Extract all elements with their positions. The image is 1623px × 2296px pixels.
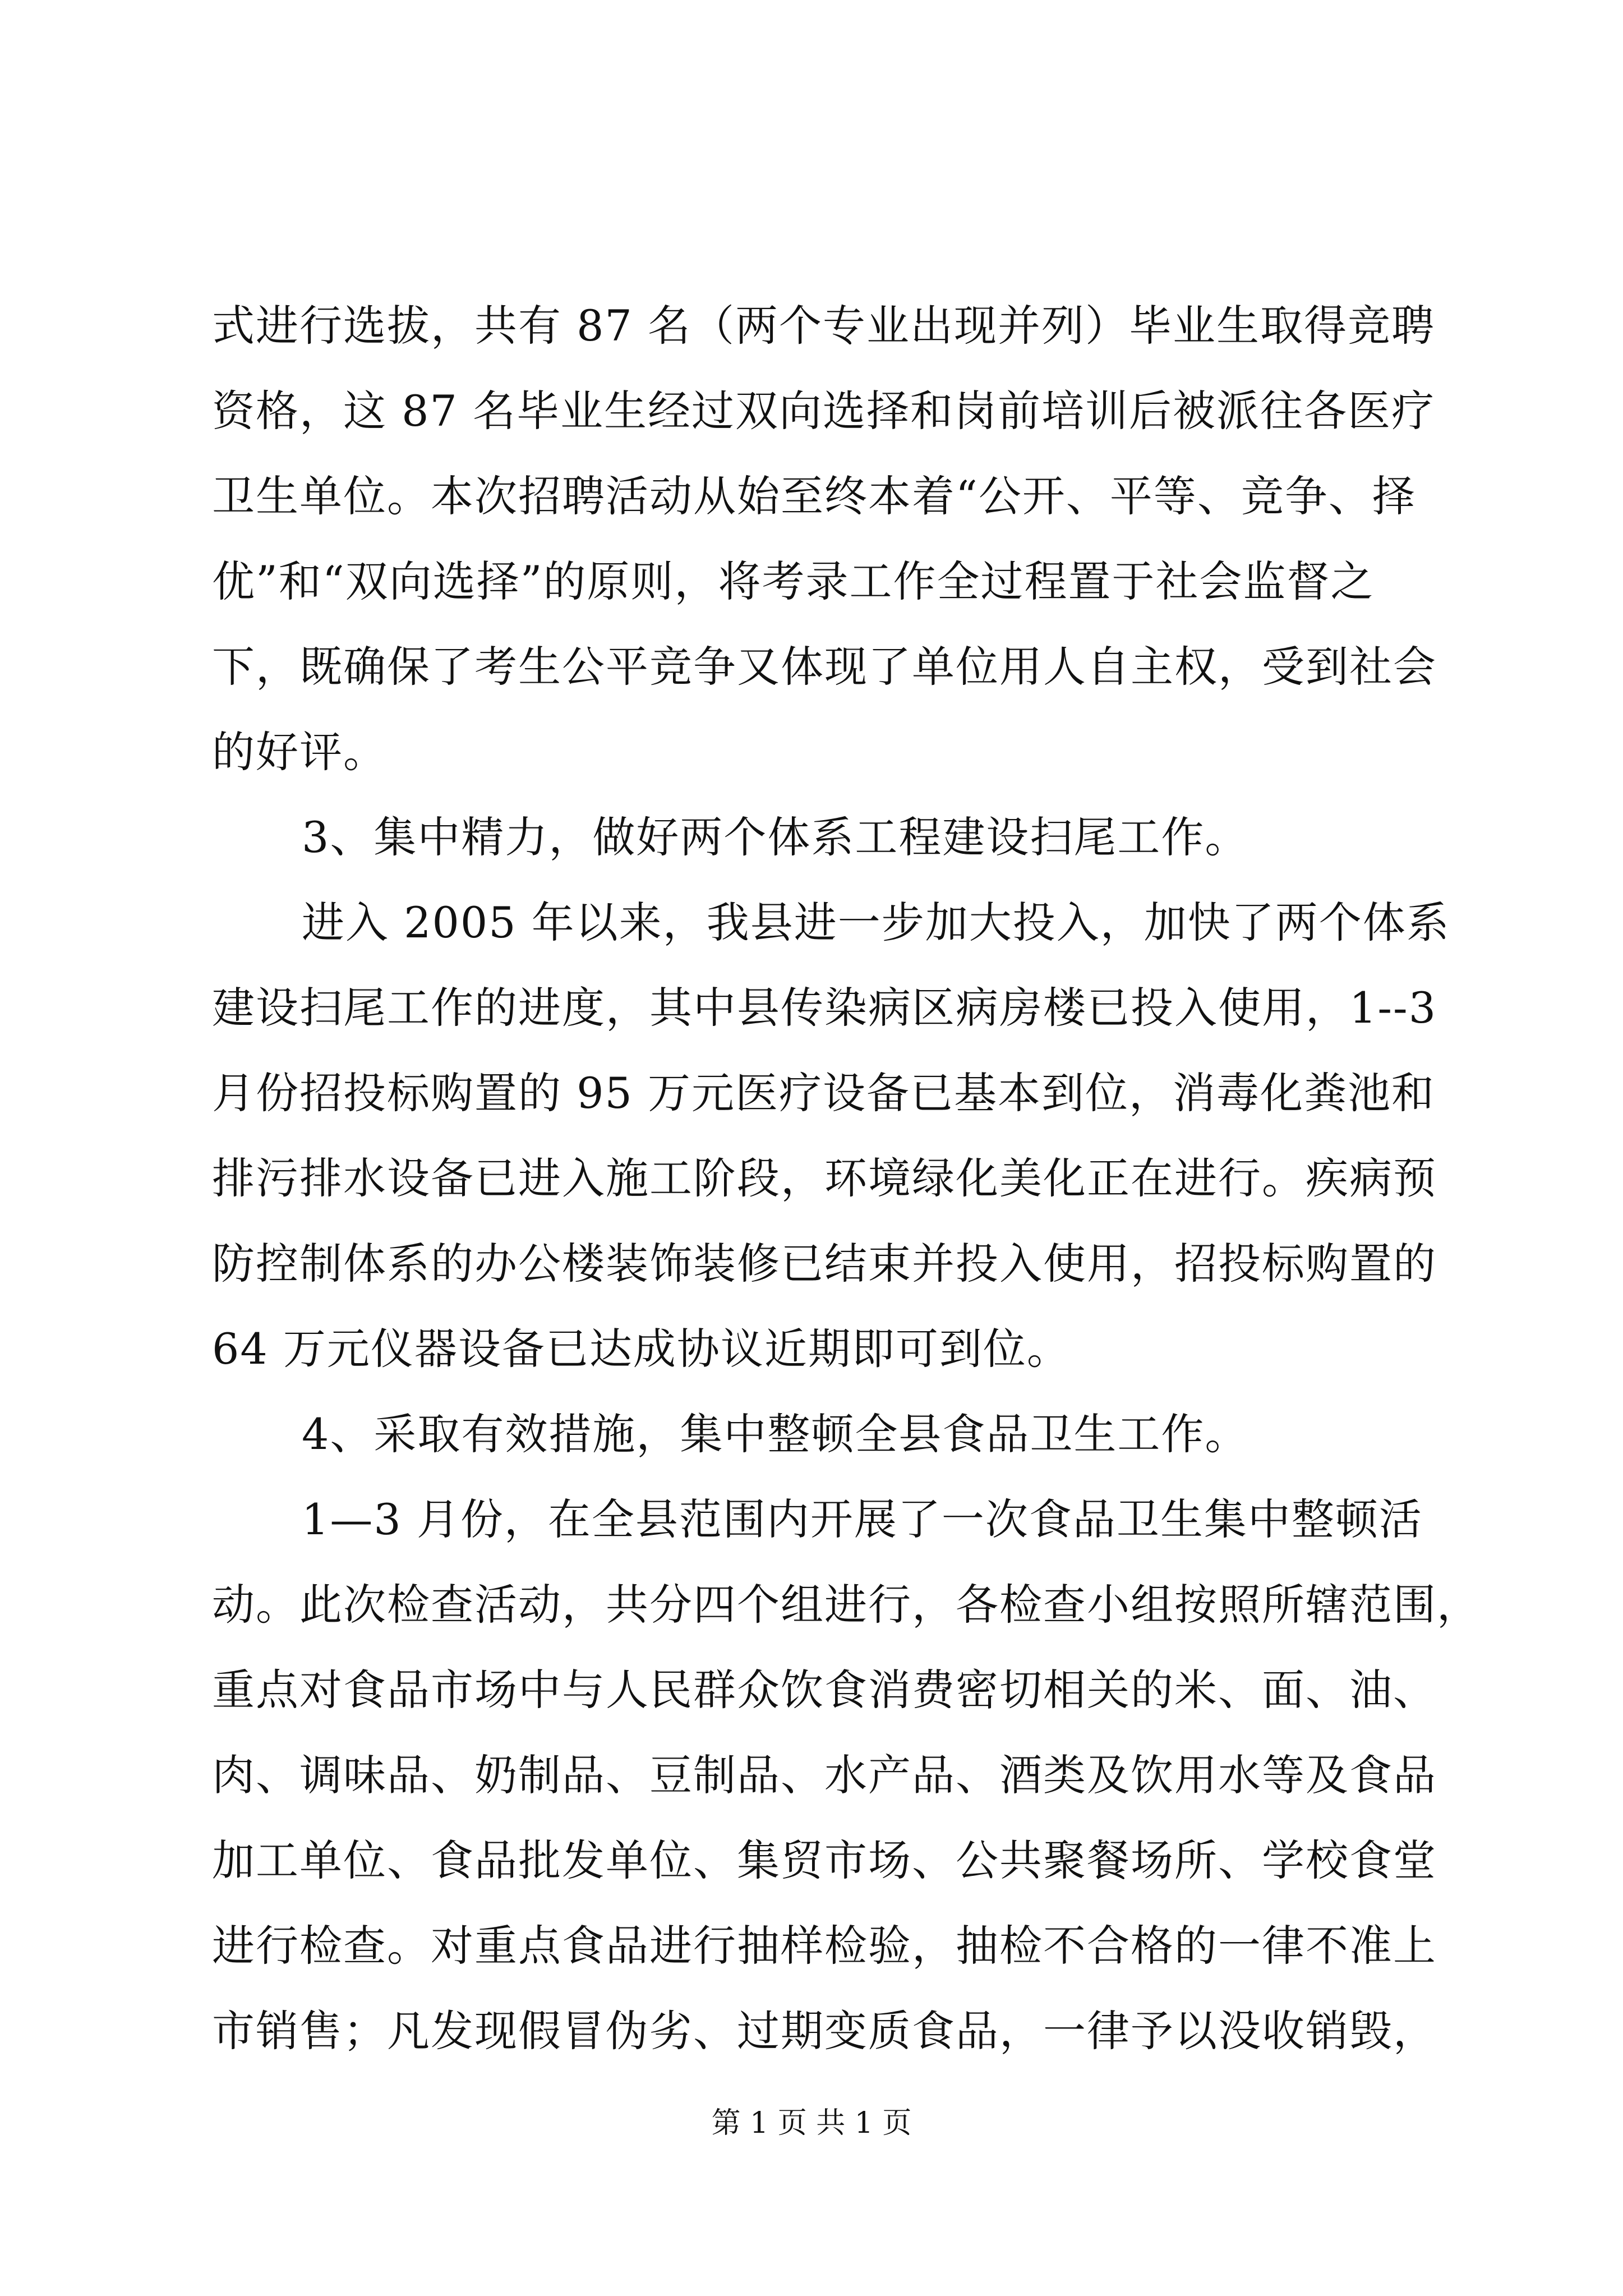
text-line: 优”和“双向选择”的原则，将考录工作全过程置于社会监督之 xyxy=(212,556,1375,606)
text-line: 月份招投标购置的 95 万元医疗设备已基本到位，消毒化粪池和 xyxy=(212,1068,1436,1118)
text-line: 下，既确保了考生公平竞争又体现了单位用人自主权，受到社会 xyxy=(212,642,1437,692)
text-line: 的好评。 xyxy=(212,727,387,777)
text-line: 进行检查。对重点食品进行抽样检验，抽检不合格的一律不准上 xyxy=(212,1921,1437,1971)
document-body xyxy=(212,283,1481,2074)
text-line: 64 万元仪器设备已达成协议近期即可到位。 xyxy=(212,1324,1071,1374)
text-line: 建设扫尾工作的进度，其中县传染病区病房楼已投入使用，1--3 xyxy=(212,983,1437,1033)
text-line: 排污排水设备已进入施工阶段，环境绿化美化正在进行。疾病预 xyxy=(212,1153,1437,1203)
text-line: 防控制体系的办公楼装饰装修已结束并投入使用，招投标购置的 xyxy=(212,1239,1437,1289)
section-heading: 4、采取有效措施，集中整顿全县食品卫生工作。 xyxy=(302,1409,1249,1459)
text-line: 市销售；凡发现假冒伪劣、过期变质食品，一律予以没收销毁， xyxy=(212,2006,1437,2056)
text-line: 重点对食品市场中与人民群众饮食消费密切相关的米、面、油、 xyxy=(212,1665,1437,1715)
paragraph-start: 1—3 月份，在全县范围内开展了一次食品卫生集中整顿活 xyxy=(302,1494,1423,1544)
text-line: 动。此次检查活动，共分四个组进行，各检查小组按照所辖范围， xyxy=(212,1580,1481,1630)
paragraph-start: 进入 2005 年以来，我县进一步加大投入，加快了两个体系 xyxy=(302,898,1450,947)
text-line: 式进行选拔，共有 87 名（两个专业出现并列）毕业生取得竞聘 xyxy=(212,301,1436,351)
text-line: 肉、调味品、奶制品、豆制品、水产品、酒类及饮用水等及食品 xyxy=(212,1750,1437,1800)
text-line: 资格，这 87 名毕业生经过双向选择和岗前培训后被派往各医疗 xyxy=(212,386,1436,436)
section-heading: 3、集中精力，做好两个体系工程建设扫尾工作。 xyxy=(302,812,1249,862)
page-footer: 第 1 页 共 1 页 xyxy=(711,2106,912,2140)
text-line: 卫生单位。本次招聘活动从始至终本着“公开、平等、竞争、择 xyxy=(212,471,1416,521)
text-line: 加工单位、食品批发单位、集贸市场、公共聚餐场所、学校食堂 xyxy=(212,1835,1437,1885)
